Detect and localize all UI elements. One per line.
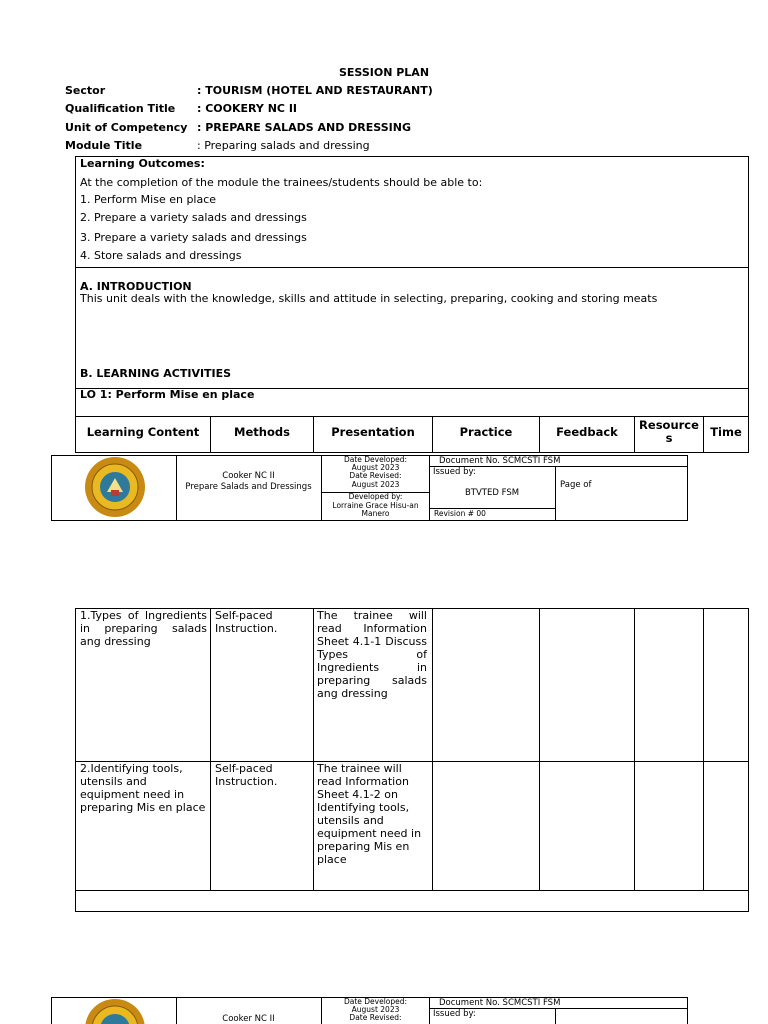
footer-course: Cooker NC II <box>222 471 275 481</box>
document-number: Document No. SCMCSTI FSM <box>439 998 561 1008</box>
col-divider <box>703 608 704 890</box>
col-divider <box>313 608 314 890</box>
col-header-methods: Methods <box>234 425 290 439</box>
footer-course: Cooker NC II <box>222 1014 275 1024</box>
col-header-practice: Practice <box>459 425 513 439</box>
divider <box>75 416 749 417</box>
revision-number: Revision # 00 <box>434 509 486 518</box>
table-cell-presentation: The trainee will read Information Sheet 4.1-2 on Identifying tools, utensils and equipment need in preparing Mis en place <box>317 762 422 866</box>
date-developed-label: Date Developed: <box>343 455 408 464</box>
developed-by-name: Lorraine Grace Hisu-an Manero <box>332 501 419 518</box>
page-title: SESSION PLAN <box>338 66 430 79</box>
col-divider <box>539 608 540 890</box>
date-revised: August 2023 <box>351 480 400 489</box>
col-divider <box>210 608 211 890</box>
date-revised-label: Date Revised: <box>349 471 402 480</box>
table-cell-method: Self-paced Instruction. <box>215 609 278 635</box>
school-seal-icon <box>84 456 146 518</box>
activities-heading: B. LEARNING ACTIVITIES <box>80 367 232 380</box>
issued-by-label: Issued by: <box>433 467 476 477</box>
lo1-heading: LO 1: Perform Mise en place <box>80 388 255 401</box>
introduction-text: This unit deals with the knowledge, skills and attitude in selecting, preparing, cooking and storing meats <box>80 292 658 305</box>
outcome-item: 4. Store salads and dressings <box>80 249 242 262</box>
qualification-value: : COOKERY NC II <box>197 102 297 115</box>
outcomes-intro: At the completion of the module the trainees/students should be able to: <box>80 176 483 189</box>
col-divider <box>634 416 635 453</box>
document-number: Document No. SCMCSTI FSM <box>439 456 561 466</box>
col-header-time: Time <box>710 425 742 439</box>
col-header-content: Learning Content <box>86 425 200 439</box>
developed-by-label: Developed by: <box>348 492 403 501</box>
col-divider <box>634 608 635 890</box>
col-header-presentation: Presentation <box>331 425 415 439</box>
date-revised-label: Date Revised: <box>349 1013 402 1022</box>
date-developed-label: Date Developed: <box>343 997 408 1006</box>
qualification-label: Qualification Title <box>65 102 176 115</box>
footer-module: Prepare Salads and Dressings <box>185 482 312 492</box>
competency-label: Unit of Competency <box>65 121 188 134</box>
outcome-item: 3. Prepare a variety salads and dressings <box>80 231 307 244</box>
table-cell-presentation: The trainee will read Information Sheet 4.1-1 Discuss Types of Ingredients in preparing salads ang dressing <box>317 609 427 700</box>
col-header-feedback: Feedback <box>556 425 618 439</box>
issued-by: BTVTED FSM <box>464 488 520 498</box>
row-divider <box>75 890 749 891</box>
date-developed: August 2023 <box>351 463 400 472</box>
table-cell-method: Self-paced Instruction. <box>215 762 278 788</box>
col-header-resources: Resources <box>639 418 699 445</box>
divider <box>75 267 749 268</box>
issued-by-label: Issued by: <box>433 1009 476 1019</box>
module-label: Module Title <box>65 139 143 152</box>
outcomes-heading: Learning Outcomes: <box>80 157 205 170</box>
col-divider <box>432 608 433 890</box>
school-seal-icon <box>84 998 146 1024</box>
page-number: Page of <box>560 480 592 490</box>
outcome-item: 1. Perform Mise en place <box>80 193 217 206</box>
competency-value: : PREPARE SALADS AND DRESSING <box>197 121 411 134</box>
table-cell-content: 1.Types of Ingredients in preparing salads ang dressing <box>80 609 207 648</box>
sector-label: Sector <box>65 84 106 97</box>
module-value: : Preparing salads and dressing <box>197 139 370 152</box>
introduction-heading: A. INTRODUCTION <box>80 280 192 293</box>
outcome-item: 2. Prepare a variety salads and dressings <box>80 211 307 224</box>
table-cell-content: 2.Identifying tools, utensils and equipment need in preparing Mis en place <box>80 762 206 814</box>
sector-value: : TOURISM (HOTEL AND RESTAURANT) <box>197 84 433 97</box>
date-developed: August 2023 <box>351 1005 400 1014</box>
